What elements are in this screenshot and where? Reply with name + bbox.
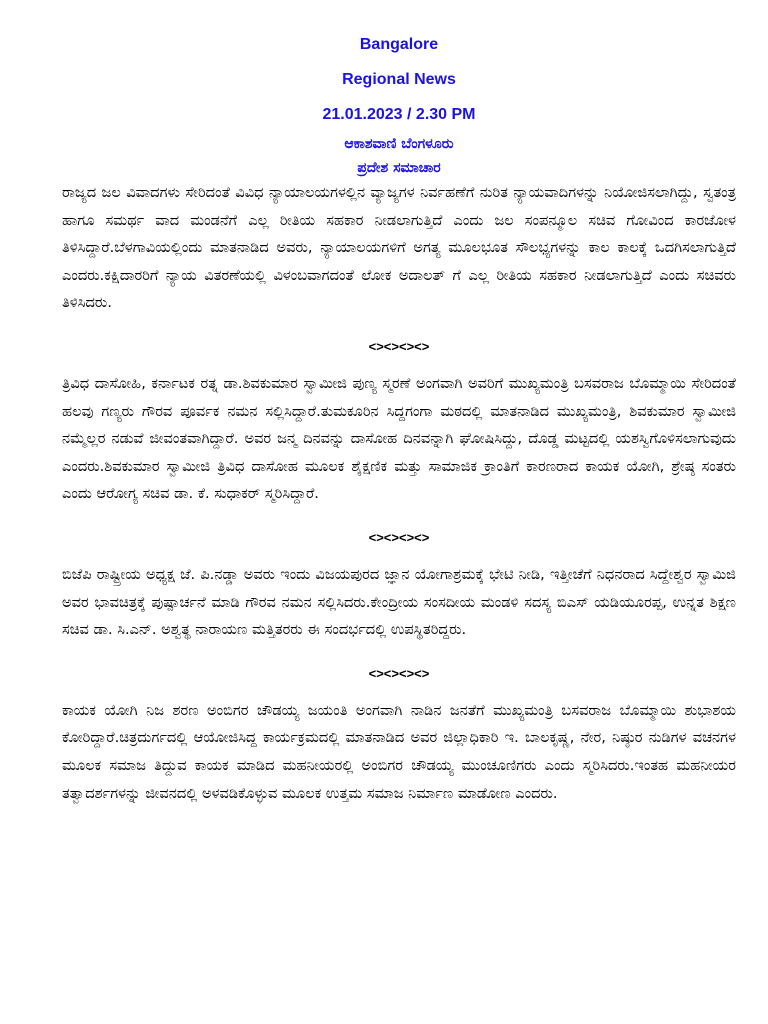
station-name-kannada: ಆಕಾಶವಾಣಿ ಬೆಂಗಳೂರು — [344, 136, 454, 152]
news-paragraph-4: ಕಾಯಕ ಯೋಗಿ ನಿಜ ಶರಣ ಅಂಬಿಗರ ಚೌಡಯ್ಯ ಜಯಂತಿ ಅಂಗವಾಗಿ ನಾಡಿನ ಜನತೆಗೆ ಮುಖ್ಯಮಂತ್ರಿ ಬಸವರಾಜ ಬೊಮ್ಮಾಯಿ ಶುಭಾಶಯ ಕೋರಿದ್ದಾರೆ.ಚಿತ್ರದುರ್ಗದಲ್ಲಿ ಆಯೋಜಿಸಿದ್ದ ಕಾರ್ಯಕ್ರಮದಲ್ಲಿ ಮಾತನಾಡಿದ ಅವರ ಜಿಲ್ಲಾಧಿಕಾರಿ ಇ. ಬಾಲಕೃಷ್ಣ, ನೇರ, ನಿಷ್ಠುರ ನುಡಿಗಳ ವಚನಗಳ ಮೂಲಕ ಸಮಾಜ ತಿದ್ದುವ ಕಾಯಕ ಮಾಡಿದ ಮಹನೀಯರಲ್ಲಿ ಅಂಬಿಗರ ಚೌಡಯ್ಯ ಮುಂಚೂಣಿಗರು ಎಂದು ಸ್ಮರಿಸಿದರು.ಇಂತಹ ಮಹನೀಯರ ತತ್ವಾದರ್ಶಗಳನ್ನು ಜೀವನದಲ್ಲಿ ಅಳವಡಿಕೊಳ್ಳುವ ಮೂಲಕ ಉತ್ತಮ ಸಮಾಜ ನಿರ್ಮಾಣ ಮಾಡೋಣ ಎಂದರು. — [62, 701, 736, 802]
bulletin-title: Regional News — [342, 71, 456, 88]
news-paragraph-3: ಬಿಜೆಪಿ ರಾಷ್ಟ್ರೀಯ ಅಧ್ಯಕ್ಷ ಜೆ. ಪಿ.ನಡ್ಡಾ ಅವರು ಇಂದು ವಿಜಯಪುರದ ಜ್ಞಾನ ಯೋಗಾಶ್ರಮಕ್ಕೆ ಭೇಟಿ ನೀಡಿ, ಇತ್ತೀಚೆಗೆ ನಿಧನರಾದ ಸಿದ್ದೇಶ್ವರ ಸ್ವಾಮಿಜಿ ಅವರ ಭಾವಚಿತ್ರಕ್ಕೆ ಪುಷ್ಪಾರ್ಚನೆ ಮಾಡಿ ಗೌರವ ನಮನ ಸಲ್ಲಿಸಿದರು.ಕೇಂದ್ರೀಯ ಸಂಸದೀಯ ಮಂಡಳಿ ಸದಸ್ಯ ಬಿಎಸ್ ಯಡಿಯೂರಪ್ಪ, ಉನ್ನತ ಶಿಕ್ಷಣ ಸಚಿವ ಡಾ. ಸಿ.ಎನ್. ಅಶ್ವತ್ಥ ನಾರಾಯಣ ಮತ್ತಿತರರು ಈ ಸಂದರ್ಭದಲ್ಲಿ ಉಪಸ್ಥಿತರಿದ್ದರು. — [62, 565, 736, 639]
news-document — [62, 36, 736, 807]
separator-3: <><><><> — [368, 665, 430, 681]
news-paragraph-2: ತ್ರಿವಿಧ ದಾಸೋಹಿ, ಕರ್ನಾಟಕ ರತ್ನ ಡಾ.ಶಿವಕುಮಾರ ಸ್ವಾಮೀಜಿ ಪುಣ್ಯ ಸ್ಮರಣೆ ಅಂಗವಾಗಿ ಅವರಿಗೆ ಮುಖ್ಯಮಂತ್ರಿ ಬಸವರಾಜ ಬೊಮ್ಮಾಯಿ ಸೇರಿದಂತೆ ಹಲವು ಗಣ್ಯರು ಗೌರವ ಪೂರ್ವಕ ನಮನ ಸಲ್ಲಿಸಿದ್ದಾರೆ.ತುಮಕೂರಿನ ಸಿದ್ದಗಂಗಾ ಮಠದಲ್ಲಿ ಮಾತನಾಡಿದ ಮುಖ್ಯಮಂತ್ರಿ, ಶಿವಕುಮಾರ ಸ್ವಾಮೀಜಿ ನಮ್ಮೆಲ್ಲರ ನಡುವೆ ಜೀವಂತವಾಗಿದ್ದಾರೆ. ಅವರ ಜನ್ಮ ದಿನವನ್ನು ದಾಸೋಹ ದಿನವನ್ನಾಗಿ ಘೋಷಿಸಿದ್ದು, ದೊಡ್ಡ ಮಟ್ಟದಲ್ಲಿ ಯಶಸ್ವಿಗೊಳಿಸಲಾಗುವುದು ಎಂದರು.ಶಿವಕುಮಾರ ಸ್ವಾಮೀಜಿ ತ್ರಿವಿಧ ದಾಸೋಹ ಮೂಲಕ ಶೈಕ್ಷಣಿಕ ಮತ್ತು ಸಾಮಾಜಿಕ ಕ್ರಾಂತಿಗೆ ಕಾರಣರಾದ ಕಾಯಕ ಯೋಗಿ, ಶ್ರೇಷ್ಠ ಸಂತರು ಎಂದು ಆರೋಗ್ಯ ಸಚಿವ ಡಾ. ಕೆ. ಸುಧಾಕರ್ ಸ್ಮರಿಸಿದ್ದಾರೆ. — [62, 374, 736, 503]
document-header — [62, 36, 736, 177]
bulletin-title-kannada: ಪ್ರದೇಶ ಸಮಾಚಾರ — [357, 160, 441, 176]
city-title: Bangalore — [359, 36, 439, 53]
separator-2: <><><><> — [368, 529, 430, 545]
news-paragraph-1: ರಾಜ್ಯದ ಜಲ ವಿವಾದಗಳು ಸೇರಿದಂತೆ ವಿವಿಧ ನ್ಯಾಯಾಲಯಗಳಲ್ಲಿನ ವ್ಯಾಜ್ಯಗಳ ನಿರ್ವಹಣೆಗೆ ನುರಿತ ನ್ಯಾಯವಾದಿಗಳನ್ನು ನಿಯೋಜಿಸಲಾಗಿದ್ದು, ಸ್ವತಂತ್ರ ಹಾಗೂ ಸಮರ್ಥ ವಾದ ಮಂಡನೆಗೆ ಎಲ್ಲ ರೀತಿಯ ಸಹಕಾರ ನೀಡಲಾಗುತ್ತಿದೆ ಎಂದು ಜಲ ಸಂಪನ್ಮೂಲ ಸಚಿವ ಗೋವಿಂದ ಕಾರಜೋಳ ತಿಳಿಸಿದ್ದಾರೆ.ಬೆಳಗಾವಿಯಲ್ಲಿಂದು ಮಾತನಾಡಿದ ಅವರು, ನ್ಯಾಯಾಲಯಗಳಿಗೆ ಅಗತ್ಯ ಮೂಲಭೂತ ಸೌಲಭ್ಯಗಳನ್ನು ಕಾಲ ಕಾಲಕ್ಕೆ ಒದಗಿಸಲಾಗುತ್ತಿದೆ ಎಂದರು.ಕಕ್ಷಿದಾರರಿಗೆ ನ್ಯಾಯ ವಿತರಣೆಯಲ್ಲಿ ವಿಳಂಬವಾಗದಂತೆ ಲೋಕ ಅದಾಲತ್ ಗೆ ಎಲ್ಲ ರೀತಿಯ ಸಹಕಾರ ನೀಡಲಾಗುತ್ತಿದೆ ಎಂದು ಸಚಿವರು ತಿಳಿಸಿದರು. — [62, 184, 736, 312]
separator-1: <><><><> — [368, 338, 430, 354]
bulletin-datetime: 21.01.2023 / 2.30 PM — [322, 106, 476, 123]
